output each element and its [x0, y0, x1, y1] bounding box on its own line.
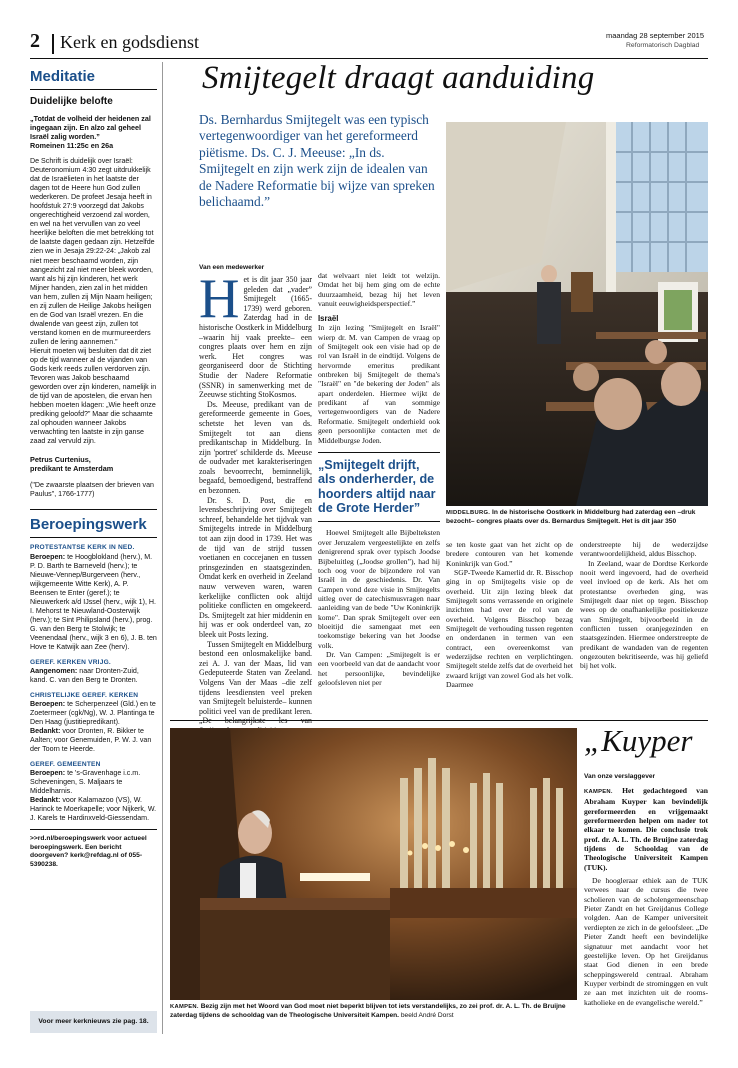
meditatie-label: Meditatie	[30, 68, 96, 85]
beroep-entry	[30, 700, 157, 727]
dropcap: H	[199, 268, 240, 330]
beroep-entry	[30, 796, 157, 823]
beroep-entry	[30, 667, 157, 685]
beroep-entry	[30, 727, 157, 754]
church-heading: PROTESTANTSE KERK IN NED.	[30, 544, 135, 552]
meditatie-rule	[30, 89, 157, 90]
col1-paragraph-1: et is dit jaar 350 jaar geleden dat „vader” Smijtegelt (1665-1739) werd geboren. Zaterdag had in de historische Oostkerk in Middelburg –waarin hij vaak preekte– een congres plaats over hem en zijn werk. Het congres was georganiseerd door de Stichting Studie der Nadere Reformatie (SSNR) in samenwerking met de Zeeuwse stichting StoKosmos.	[199, 275, 312, 400]
photo-oostkerk-caption	[446, 509, 708, 526]
beroepingswerk-list	[30, 543, 157, 823]
kuyper-lead: Het gedachtegoed van Abraham Kuyper kan bevindelijk gereformeerden en vrijgemaakt gereformeerden helpen om nader tot elkaar te komen. Die conclusie trok prof. dr. A. L. Th. de Bruijne zaterdag tijdens de Schooldag van de Theologische Universiteit Kampen (TUK).	[584, 786, 708, 872]
meditatie-paragraph-1: De Schrift is duidelijk over Israël: Deuteronomium 4:30 zegt uitdrukkelijk dat de Israëlieten in het laatste der dagen tot de Heere hun God zullen wederkeren. De profeet Jesaja heeft in hoofdstuk 27:9 voorzegd dat Jakobs ongerechtigheid verzoend zal worden, en wel na het vervullen van zo veel heerlijke beloften die met betrekking tot de laatste dagen gedaan zijn. Hetzelfde zien we in Jesaja 29:22-24: „Jakob zal niet meer beschaamd worden, zijn aangezicht zal niet meer bleek worden, want als hij zijn kinderen, het werk Mijner handen, zien zal in het midden van hem, zullen zij Mijn Naam heiligen; en zij zullen de Heilige Jakobs heiligen en de God van Israël vrezen. En die dwalende van geest zijn, zullen tot verstand komen en de murmureerders zullen de lering aannemen.”	[30, 157, 155, 346]
kuyper-headline: „Kuyper	[584, 723, 693, 758]
meditatie-title: Duidelijke belofte	[30, 96, 113, 107]
col4-paragraph-1: onderstreepte hij de wederzijdse verantwoordelijkheid, aldus Bisschop.	[580, 540, 708, 559]
beroep-entry-label: Beroepen:	[30, 769, 66, 778]
church-heading: GEREF. KERKEN VRIJG.	[30, 658, 111, 666]
col2-paragraph-top: dat welvaart niet leidt tot welzijn. Omdat het bij hem ging om de echte duurzaamheid, bezag hij het leven vanuit eeuwigheidsperspectief.”	[318, 271, 440, 309]
article-column-3	[446, 540, 573, 690]
church-heading: GEREF. GEMEENTEN	[30, 760, 101, 768]
beroep-entry-label: Bedankt:	[30, 726, 61, 735]
beroep-entry-text: te Hoogblokland (herv.), M. P. D. Barth te Barneveld (herv.); te Nieuwe-Vennep/Burgerveen (herv., wijkgemeente Witte Kerk), A. P. Beensen te Enter (geref.); te Nieuwerkerk a/d IJssel (herv., wijk 1), H. I. Mehorst te Nieuwland-Oosterwijk (herv.); te Sint Philipsland (herv.), prog. G. van den Berg te Stolwijk; te Veenendaal (herv., wijk 3 en 6), J. B. ten Hove te Katwijk aan Zee (herv).	[30, 552, 157, 651]
beroep-entry-label: Aangenomen:	[30, 666, 78, 675]
meditatie-paragraph-2: Hieruit moeten wij besluiten dat dit ziet op de tijd wanneer al de vijanden van Gods kerk reeds zullen verdorven zijn. Tevoren was Jakob beschaamd geworden over zijn kinderen, namelijk in de tijd van de apostelen, die ervan hen hebben moeten klagen: „Wie heeft onze prediking geloofd?” Maar die schaamte zal ophouden wanneer Jakobs verwachting ten laatste in zijn ganse zaad zal vervuld zijn.	[30, 346, 157, 446]
kuyper-byline: Van onze verslaggever	[584, 773, 656, 780]
article-column-4	[580, 540, 708, 671]
section-title: Kerk en godsdienst	[60, 32, 199, 52]
header-rule	[30, 58, 708, 59]
beroepingswerk-rule	[30, 537, 157, 538]
beroep-entry-text: voor Dronten, R. Bikker te Aalten; voor Genemuiden, P. W. J. van der Toorn te Heerde.	[30, 726, 152, 753]
more-news-box[interactable]	[30, 1011, 157, 1033]
article-column-1	[199, 264, 312, 736]
photo-kampen	[170, 728, 577, 1000]
beroep-entry-text: te Scherpenzeel (Gld.) en te Zoetermeer (cgk/Ng), W. J. Plantinga te Den Haag (justitiepredikant).	[30, 699, 156, 726]
pullquote-rule-top	[318, 452, 440, 453]
beroep-entry	[30, 553, 157, 652]
header-paper: Reformatorisch Dagblad	[626, 42, 700, 49]
col4-paragraph-2: In Zeeland, waar de Dordtse Kerkorde nooit werd ingevoerd, had de overheid veel invloed op de kerk. Als het om protestantse overheden ging, was Smijtegelt daar niet op tegen. Bisschop wees op de onafhankelijke positiekeuze van Smijtegelt, bijvoorbeeld in de conflicten tussen oranjegezinden en staatsgezinden. Hiermee onderstreepte de predikant de wandaden van de regenten ongezouten bekritiseerde, was hij geliefd bij het volk.	[580, 558, 708, 671]
beroepingswerk-footer[interactable]: >>rd.nl/beroepingswerk voor actueel beroepingswerk. Een bericht doorgeven? kerk@refdag.nl of 055-5390238.	[30, 835, 147, 868]
israel-subhead: Israël	[318, 314, 339, 324]
main-intro: Ds. Bernhardus Smijtegelt was een typisch vertegenwoordiger van het gereformeerd piëtisme. Ds. C. J. Meeuse: „In ds. Smijtegelt en zijn werk zijn de idealen van de Nadere Reformatie bij wijze van spreken belichaamd.”	[199, 112, 435, 210]
beroep-entry-text: te 's-Gravenhage i.c.m. Scheveningen, S. Maljaars te Middelharnis.	[30, 769, 141, 796]
col2-paragraph-bottom-2: Dr. Van Campen: „Smijtegelt is er een voorbeeld van dat de aandacht voor het persoonlijke, bevindelijke geloofsleven niet per	[318, 649, 440, 687]
caption-place: MIDDELBURG.	[446, 510, 491, 516]
caption2-place: KAMPEN.	[170, 1004, 199, 1010]
col1-paragraph-4: Tussen Smijtegelt en Middelburg bestond een onlosmakelijke band. zei A. J. van der Maas, lid van Gedeputeerde Staten van Zeeland. Volgens Van der Maas –die zelf tijdens leesdiensten veel preken van Smijtegelt beluisterde– kunnen politici veel van de predikant leren.	[199, 639, 312, 716]
meditatie-quote: „Totdat de volheid der heidenen zal ingegaan zijn. En alzo zal geheel Israël zalig worden.”	[30, 114, 151, 141]
col2-paragraph-israel: In zijn lezing "Smijtegelt en Israël" wierp dr. M. van Campen de vraag op of Smijtegelt ook een visie had op de rol van Israël in de eindtijd. Volgens de hervormde emeritus predikant ontbreken bij Smijtegelt de thema's "Israël" en "de bekering der Joden" als apart onderdelen. Hiermee wijkt de predikant af van sommige vertegenwoordigers van de Nadere Reformatie. Smijtegelt onderhield ook geen persoonlijke contacten met de Middelburgse Joden.	[318, 323, 440, 445]
col1-paragraph-3: Dr. S. D. Post, die en levensbeschrijving over Smijtegelt schreef, behandelde het tijdvak van Smijtegelts intrede in Middelburg tot aan zijn dood in 1739. Het was de tijd van de strijd tussen voetianen en coccejanen en tussen prinsgezinden en staatsgezinden. Omdat kerk en overheid in Zeeland nauw verweven waren, waren kerkelijke conflicten ook altijd politieke conflicten en omgekeerd. Ds. Smijtegelt zat hier middenin en hij was er ook onderdeel van, zo bleek uit Posts lezing.	[199, 495, 312, 639]
photo-oostkerk	[446, 122, 708, 506]
pullquote: „Smijtegelt drijft, als onderherder, de hoorders altijd naar de Grote Herder”	[318, 457, 436, 516]
beroep-entry-text: voor Kalamazoo (VS), W. Harinck te Moerkapelle; voor Nijkerk, W. J. Karels te Hardinxveld-Giessendam.	[30, 796, 157, 823]
caption2-credit: beeld André Dorst	[400, 1011, 454, 1019]
sidebar-divider	[162, 62, 163, 1034]
beroepingswerk-top-rule	[30, 509, 157, 510]
header-date: maandag 28 september 2015	[606, 31, 704, 40]
col2-paragraph-bottom-1: Hoewel Smijtegelt alle Bijbelteksten over Jeruzalem vergeestelijkte en zelfs denigrerend sprak over typisch Joodse Bijbeluitleg („Joodse grollen”), had hij toch oog voor de bijzondere rol van Israël in de geschiedenis. Dr. Van Campen vond deze visie in Smijtegelts uitleg over de catechismusvragen naar aanleiding van de bede "Uw Koninkrijk kome". Dan sprak Smijtegelt over een bloeitijd die samengaat met een toekomstige bekering van het Joodse volk.	[318, 528, 440, 650]
meditatie-quote-ref: Romeinen 11:25c en 26a	[30, 141, 114, 150]
caption-text: In de historische Oostkerk in Middelburg had zaterdag een –druk bezocht– congres plaats over ds. Bernardus Smijtegelt. Het is dit jaar 350	[446, 509, 696, 525]
col1-paragraph-2: Ds. Meeuse, predikant van de gereformeerde gemeente in Goes, schetste het leven van ds. Smijtegelt tot aan diens predikantschap in Middelburg. In zijn 'portret' schilderde ds. Meeuse de oudvader met karakteriseringen zoals bevoorrecht, beminnelijk, begaafd, bemoedigend, bestraffend en bezonnen.	[199, 399, 312, 496]
kuyper-column	[584, 786, 708, 1007]
beroep-entry-text: naar Dronten-Zuid, kand. C. van den Berg te Dronten.	[30, 666, 139, 684]
pullquote-rule-bottom	[318, 521, 440, 522]
beroepingswerk-label: Beroepingswerk	[30, 516, 147, 534]
photo-oostkerk-image	[446, 122, 708, 506]
meditatie-author-role: predikant te Amsterdam	[30, 463, 114, 473]
photo-kampen-image	[170, 728, 577, 1000]
beroep-entry-label: Beroepen:	[30, 552, 66, 561]
main-byline: Van een medewerker	[199, 264, 265, 271]
kuyper-body: De hoogleraar ethiek aan de TUK verwees naar de cursus die twee scholieren van de scholengemeenschap Pieter Zandt en het Greijdanus College volgden. Aan de Kamper universiteit verdiepten ze zich in de geloofsleer. „De Pieter Zandt heeft een bevindelijke signatuur met aandacht voor het geestelijke leven. Op het Greijdanus staat God dienen in een brede scheppingswereld centraal. Abraham Kuyper verbindt de strominggen en vult ze aan met inzichten uit de rooms-katholieke en de evangelische wereld.”	[584, 876, 708, 1007]
page-number: 2	[30, 30, 40, 52]
more-news-text: Voor meer kerknieuws zie pag. 18.	[38, 1018, 149, 1025]
article-separator	[170, 720, 708, 721]
header-divider	[52, 34, 54, 54]
church-heading: CHRISTELIJKE GEREF. KERKEN	[30, 691, 139, 699]
beroep-entry-label: Beroepen:	[30, 699, 66, 708]
beroep-entry	[30, 769, 157, 796]
caption2-text: Bezig zijn met het Woord van God moet niet beperkt blijven tot iets verstandelijks, zo zei prof. dr. A. L. Th. de Bruijne zaterdag tijdens de schooldag van de Theologische Universiteit Kampen.	[170, 1003, 566, 1019]
main-headline: Smijtegelt draagt aanduiding	[202, 60, 595, 96]
kuyper-lead-place: KAMPEN.	[584, 789, 613, 795]
beroepingswerk-footer-rule	[30, 829, 157, 830]
col3-paragraph-1: se ten koste gaat van het zicht op de bredere contouren van het komende Koninkrijk van God.”	[446, 540, 573, 568]
sidebar	[30, 60, 157, 1068]
photo-kampen-caption	[170, 1003, 577, 1020]
article-column-2	[318, 271, 440, 687]
meditatie-author: Petrus Curtenius,	[30, 454, 91, 464]
beroep-entry-label: Bedankt:	[30, 796, 61, 805]
meditatie-source: ("De zwaarste plaatsen der brieven van Paulus", 1766-1777)	[30, 480, 154, 499]
col3-paragraph-2: SGP-Tweede Kamerlid dr. R. Bisschop ging in op Smijtegelts visie op de overheid. Uit zijn lezing bleek dat Smijtegelt soms verrassende en originele inzichten had over de rol van de overheid. Volgens Bisschop bezag Smijtegelt de verhouding tussen regenten en onderdanen in termen van een contract, een overeenkomst van wederzijdse rechten en verplichtingen. Smijtegelt stelde zelfs dat de overheid het zwaard krijgt van zowel God als het volk. Daarmee	[446, 568, 573, 690]
